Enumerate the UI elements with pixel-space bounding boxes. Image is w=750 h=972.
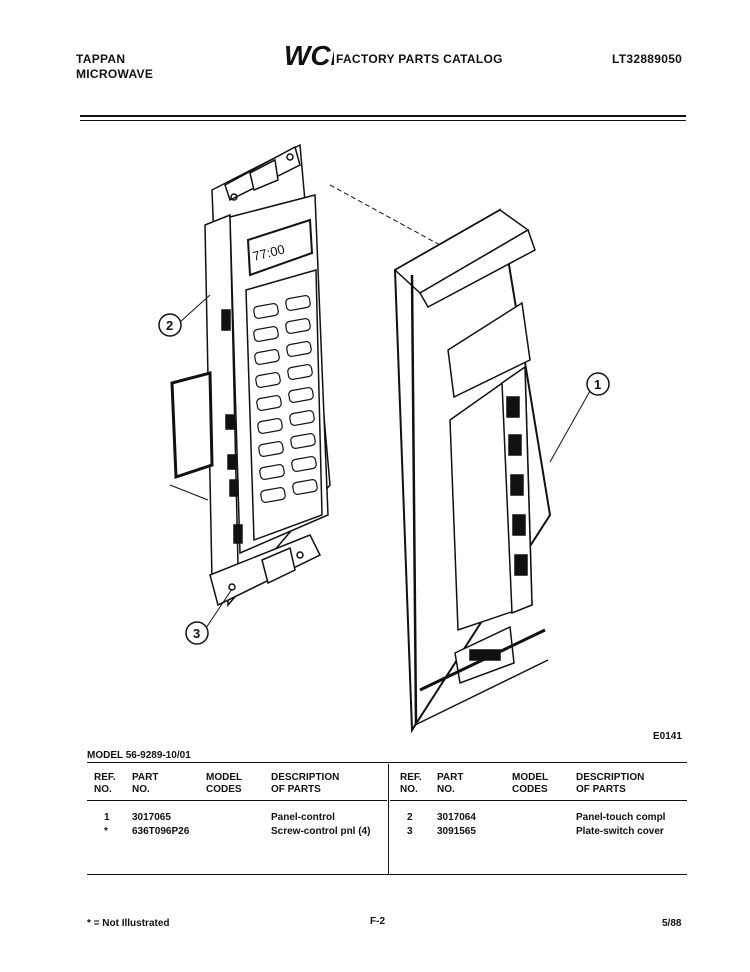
col-ref-header-right: REF. NO. bbox=[400, 772, 422, 795]
header-underline-left bbox=[87, 800, 387, 801]
model-line: MODEL 56-9289-10/01 bbox=[87, 750, 191, 761]
table-row-right-2-part: 3091565 bbox=[437, 826, 476, 837]
table-row-left-2-part: 636T096P26 bbox=[132, 826, 190, 837]
catalog-number: LT32889050 bbox=[612, 52, 683, 66]
header-rule-top bbox=[80, 115, 686, 117]
col-model-header-left: MODEL CODES bbox=[206, 772, 243, 795]
callout-2-label: 2 bbox=[166, 318, 174, 333]
col-part-header-left: PART NO. bbox=[132, 772, 159, 795]
catalog-title: FACTORY PARTS CATALOG bbox=[336, 52, 503, 66]
callout-2 bbox=[159, 295, 210, 336]
callout-1 bbox=[550, 373, 609, 462]
table-bottom-rule bbox=[87, 874, 687, 875]
table-row-left-2-ref: * bbox=[104, 826, 108, 837]
table-row-right-2-ref: 3 bbox=[407, 826, 413, 837]
page-number: F-2 bbox=[370, 916, 385, 927]
product-type: MICROWAVE bbox=[76, 67, 154, 81]
table-row-left-1-desc: Panel-control bbox=[271, 812, 335, 823]
table-row-left-2-desc: Screw-control pnl (4) bbox=[271, 826, 371, 837]
callout-1-label: 1 bbox=[594, 377, 602, 392]
exploded-parts-diagram bbox=[150, 135, 630, 735]
table-row-right-1-desc: Panel-touch compl bbox=[576, 812, 666, 823]
brand-name: TAPPAN bbox=[76, 52, 126, 66]
wci-logo bbox=[282, 40, 334, 70]
print-date: 5/88 bbox=[662, 918, 682, 929]
header-rule-bottom bbox=[80, 120, 686, 121]
header-underline-right bbox=[390, 800, 687, 801]
footnote: * = Not Illustrated bbox=[87, 918, 170, 929]
callout-3-label: 3 bbox=[193, 626, 201, 641]
wci-logo-text: WCI bbox=[284, 40, 334, 70]
table-row-right-1-ref: 2 bbox=[407, 812, 413, 823]
table-row-left-1-ref: 1 bbox=[104, 812, 110, 823]
display-readout: 77:00 bbox=[251, 241, 287, 264]
table-divider bbox=[388, 764, 389, 874]
col-desc-header-left: DESCRIPTION OF PARTS bbox=[271, 772, 340, 795]
col-model-header-right: MODEL CODES bbox=[512, 772, 549, 795]
col-desc-header-right: DESCRIPTION OF PARTS bbox=[576, 772, 645, 795]
touch-panel-front bbox=[395, 210, 550, 730]
table-top-rule bbox=[87, 762, 687, 763]
col-part-header-right: PART NO. bbox=[437, 772, 464, 795]
col-ref-header-left: REF. NO. bbox=[94, 772, 116, 795]
table-row-right-2-desc: Plate-switch cover bbox=[576, 826, 664, 837]
table-row-left-1-part: 3017065 bbox=[132, 812, 171, 823]
drawing-code: E0141 bbox=[653, 731, 682, 742]
table-row-right-1-part: 3017064 bbox=[437, 812, 476, 823]
